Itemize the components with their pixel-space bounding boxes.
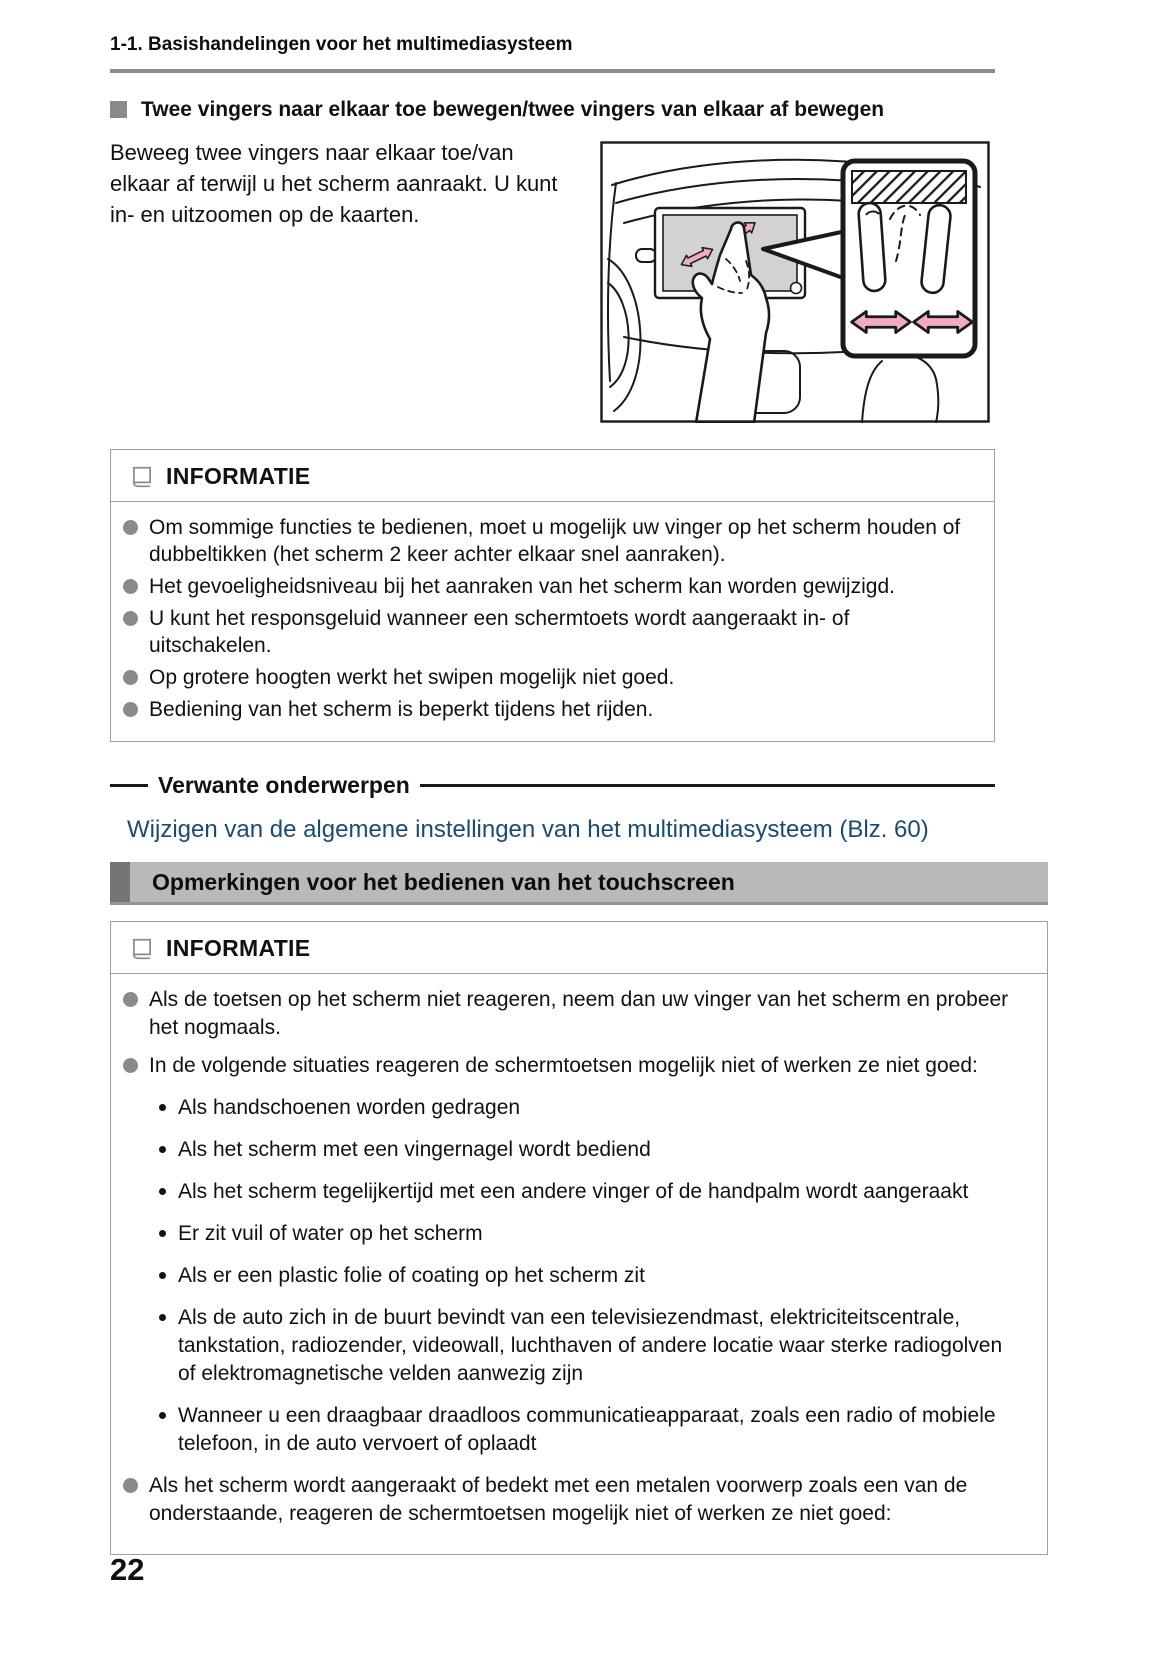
sub-list-item-text: Als het scherm met een vingernagel wordt bediend <box>178 1138 651 1161</box>
sub-list-item <box>159 1402 1025 1458</box>
page-number: 22 <box>110 1552 145 1587</box>
sub-list-item-text: Er zit vuil of water op het scherm <box>178 1222 483 1245</box>
info-list <box>111 502 994 741</box>
sub-list-item-text: Als het scherm tegelijkertijd met een andere vinger of de handpalm wordt aangeraakt <box>178 1180 969 1203</box>
sub-list-item-text: Wanneer u een draagbaar draadloos communicatieapparaat, zoals een radio of mobiele telefoon, in de auto vervoert of oplaadt <box>178 1404 996 1455</box>
sub-bullet-icon <box>159 1188 166 1195</box>
bullet-icon <box>123 992 138 1007</box>
related-topics <box>110 772 995 846</box>
gesture-illustration-svg <box>600 141 990 423</box>
list-item <box>123 664 974 691</box>
list-item-text: In de volgende situaties reageren de schermtoetsen mogelijk niet of werken ze niet goed: <box>149 1054 978 1077</box>
list-item <box>123 514 974 568</box>
section-bar-title: Opmerkingen voor het bedienen van het touchscreen <box>152 868 735 895</box>
bullet-icon <box>123 702 138 717</box>
topic-heading <box>110 97 995 123</box>
related-topic-link[interactable]: Wijzigen van de algemene instellingen van het multimediasysteem (Blz. 60) <box>127 816 929 843</box>
bullet-icon <box>123 1058 138 1073</box>
bullet-icon <box>123 670 138 685</box>
sub-bullet-icon <box>159 1230 166 1237</box>
sub-list-item-text: Als de auto zich in de buurt bevindt van een televisiezendmast, elektriciteitscentrale, tankstation, radiozender, videowall, luchthaven of andere locatie waar sterke radiogolven of elektromagnetische velden aanwezig zijn <box>178 1306 1003 1385</box>
topic-body-text: Beweeg twee vingers naar elkaar toe/van elkaar af terwijl u het scherm aanraakt. U kunt in- en uitzoomen op de kaarten. <box>110 140 558 227</box>
topic-heading-text: Twee vingers naar elkaar toe bewegen/twee vingers van elkaar af bewegen <box>141 98 885 121</box>
bullet-icon <box>123 579 138 594</box>
sub-list-item <box>159 1304 1025 1388</box>
bullet-icon <box>123 1478 138 1493</box>
bullet-icon <box>123 611 138 626</box>
sub-bullet-icon <box>159 1104 166 1111</box>
header-rule <box>110 69 995 73</box>
list-item <box>123 986 1025 1042</box>
section-bar-edge <box>110 862 130 902</box>
book-icon <box>129 936 155 962</box>
sub-list-item <box>159 1178 1025 1206</box>
info-box-title: INFORMATIE <box>166 463 311 489</box>
sub-bullet-icon <box>159 1272 166 1279</box>
list-item-text: Bediening van het scherm is beperkt tijdens het rijden. <box>149 698 654 721</box>
sub-list-item <box>159 1136 1025 1164</box>
heading-rule-left <box>110 784 148 787</box>
list-item-text: Het gevoeligheidsniveau bij het aanraken van het scherm kan worden gewijzigd. <box>149 575 895 598</box>
related-topics-title: Verwante onderwerpen <box>158 772 410 798</box>
list-item-text: Als de toetsen op het scherm niet reageren, neem dan uw vinger van het scherm en probeer het nogmaals. <box>149 988 1009 1039</box>
topic-section <box>110 97 995 427</box>
bullet-icon <box>123 520 138 535</box>
info-box-header <box>111 922 1047 974</box>
info-content <box>111 974 1047 1554</box>
info-box-title: INFORMATIE <box>166 935 311 961</box>
heading-rule-right <box>420 784 995 787</box>
sub-list <box>123 1094 1025 1458</box>
list-item <box>123 696 974 723</box>
sub-bullet-icon <box>159 1146 166 1153</box>
list-item-text: Als het scherm wordt aangeraakt of bedekt met een metalen voorwerp zoals een van de onderstaande, reageren de schermtoetsen mogelijk niet of werken ze niet goed: <box>149 1474 968 1525</box>
info-box-header <box>111 450 994 502</box>
sub-list-item <box>159 1262 1025 1290</box>
running-head: 1-1. Basishandelingen voor het multimediasysteem <box>110 34 573 55</box>
square-bullet-icon <box>110 101 127 118</box>
hatched-band <box>852 171 966 203</box>
screen-knob <box>791 283 802 294</box>
list-item-text: Om sommige functies te bedienen, moet u mogelijk uw vinger op het scherm houden of dubbeltikken (het scherm 2 keer achter elkaar snel aanraken). <box>149 516 961 566</box>
list-item <box>123 573 974 600</box>
book-icon <box>129 464 155 490</box>
sub-list-item-text: Als er een plastic folie of coating op het scherm zit <box>178 1264 645 1287</box>
sub-list-item-text: Als handschoenen worden gedragen <box>178 1096 521 1119</box>
list-item-text: Op grotere hoogten werkt het swipen mogelijk niet goed. <box>149 666 675 689</box>
list-item <box>123 1052 1025 1080</box>
info-box <box>110 921 1048 1555</box>
section-bar <box>110 862 1048 905</box>
list-item <box>123 605 974 659</box>
info-box <box>110 449 995 742</box>
sub-bullet-icon <box>159 1412 166 1419</box>
sub-list-item <box>159 1094 1025 1122</box>
list-item <box>123 1472 1025 1528</box>
callout-box <box>843 161 975 356</box>
related-topics-heading <box>110 772 995 799</box>
gesture-illustration <box>600 141 990 423</box>
sub-bullet-icon <box>159 1314 166 1321</box>
sub-list-item <box>159 1220 1025 1248</box>
list-item-text: U kunt het responsgeluid wanneer een schermtoets wordt aangeraakt in- of uitschakelen. <box>149 607 850 657</box>
